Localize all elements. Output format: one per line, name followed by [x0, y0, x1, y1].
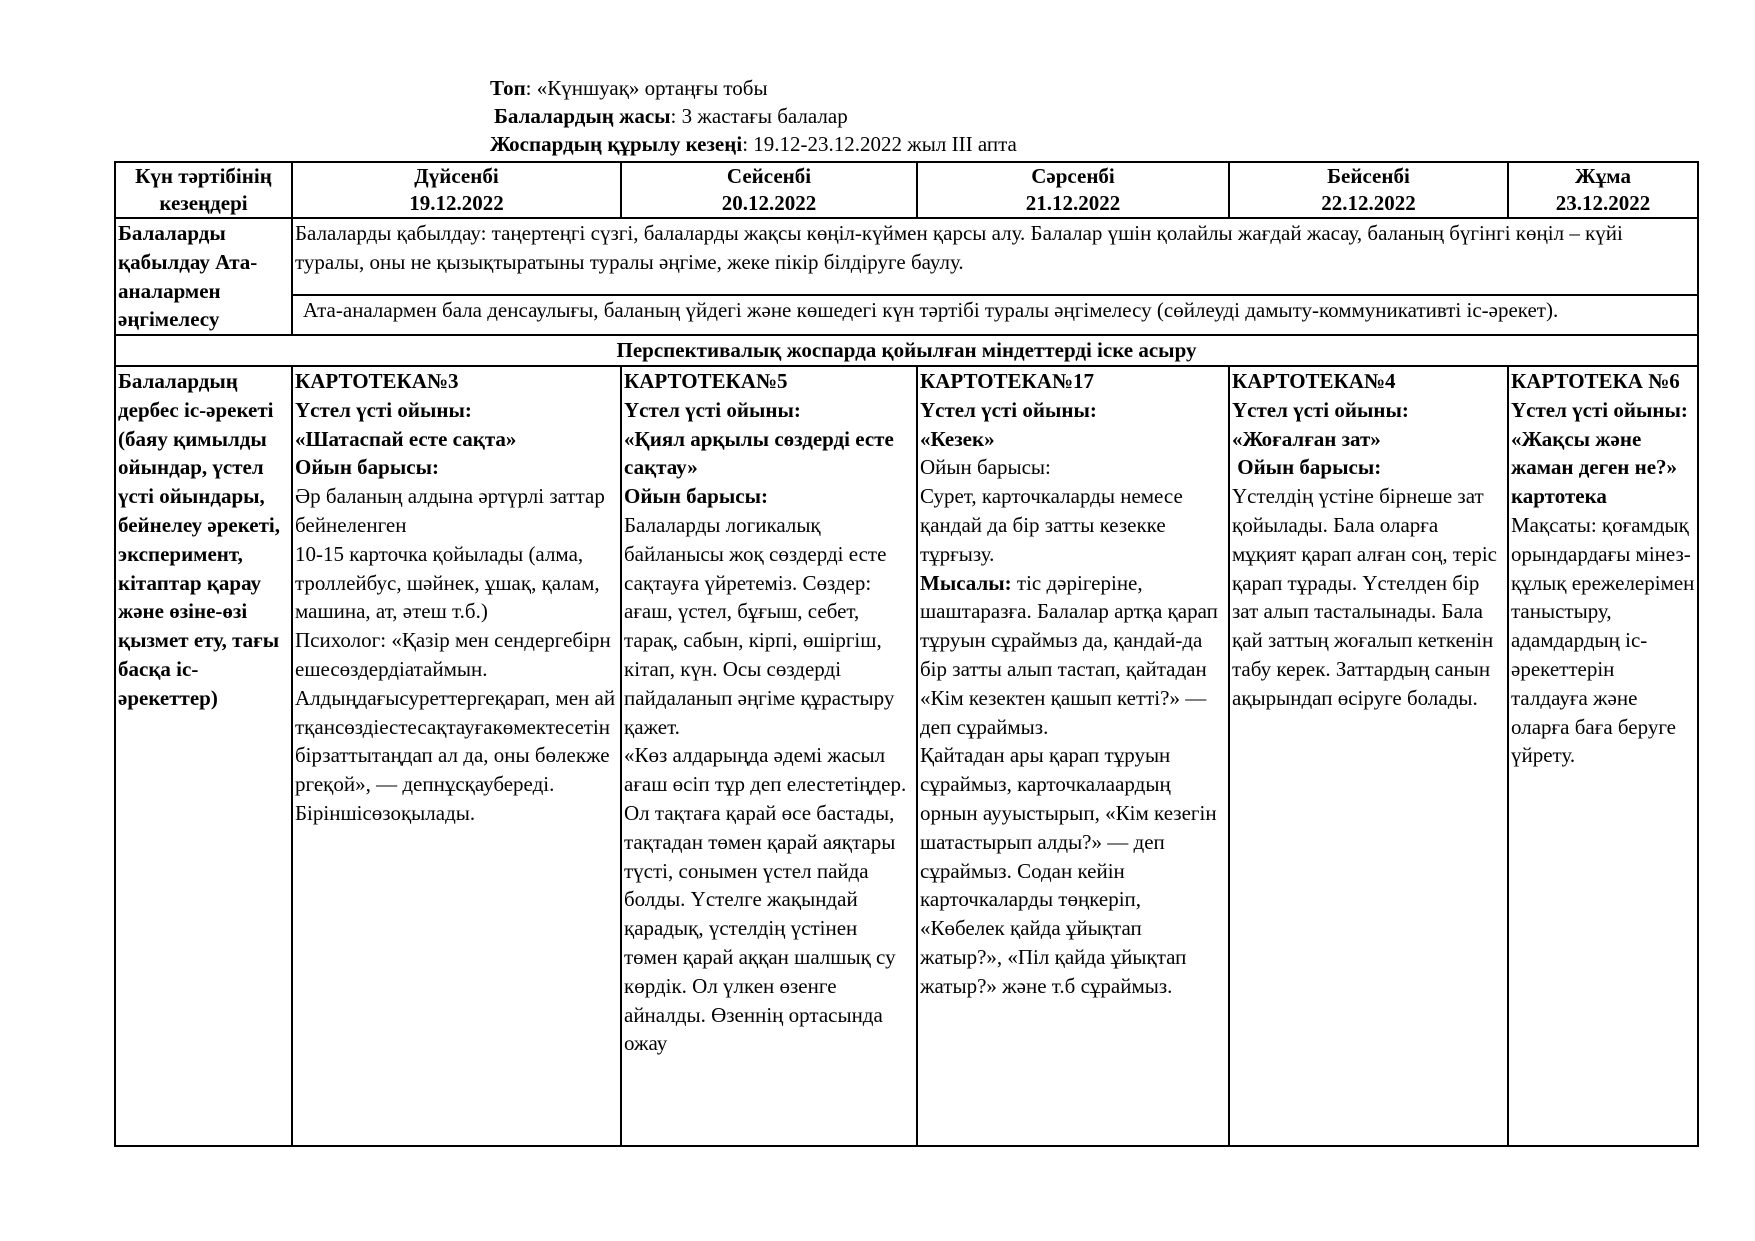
weekly-plan-table — [114, 161, 1699, 1147]
game-type: Үстел үсті ойыны: — [295, 397, 472, 422]
game-text: Мақсаты: қоғамдық орындардағы мінез-құлық ережелерімен таныстыру, адамдардың іс-әрекеттерін талдауға және оларға баға беруге үйрету. — [1511, 512, 1695, 768]
reception-label: Балаларды қабылдау Ата-аналармен әңгімелесу — [115, 218, 292, 335]
perspective-row — [115, 335, 1698, 366]
game-process-label: Ойын барысы: — [920, 455, 1051, 480]
period-value: : 19.12-23.12.2022 жыл ІІІ апта — [742, 132, 1017, 156]
activity-label: Балалардың дербес іс-әрекеті (баяу қимылды ойындар, үстел үсті ойындары, бейнелеу әрекеті, эксперимент, кітаптар қарау және өзіне-өзі қызмет ету, тағы басқа іс-әрекеттер) — [115, 366, 292, 1146]
day-name: Жұма — [1575, 164, 1631, 188]
game-text: Біріншісөзоқылады. — [295, 800, 476, 825]
day-date: 22.12.2022 — [1321, 191, 1416, 215]
game-text: Психолог: «Қазір мен сендергебірнешесөздердіатаймын. — [295, 628, 611, 681]
col-header-periods: Күн тәртібінің кезеңдері — [115, 162, 292, 218]
game-text: Балаларды логикалық байланысы жоқ сөздерді есте сақтауға үйретеміз. Сөздер: ағаш, үстел, бұғыш, себет, тарақ, сабын, кірпі, өшіргіш, кітап, күн. Осы сөздерді пайдаланып әңгіме құрастыру қажет. — [624, 512, 895, 739]
card-number: КАРТОТЕКА№4 — [1232, 368, 1396, 393]
day-date: 20.12.2022 — [721, 191, 817, 215]
day-name: Сәрсенбі — [1031, 164, 1115, 188]
day-date: 21.12.2022 — [1025, 191, 1121, 215]
col-header-thursday — [1229, 162, 1508, 218]
game-process-label: Ойын барысы: — [1232, 455, 1382, 480]
game-title: «Қиял арқылы сөздерді есте сақтау» — [624, 426, 894, 480]
game-text: Қайтадан ары қарап тұруын сұраймыз, карточкалаардың орнын аууыстырып, «Кім кезегін шатастырып алды?» — деп сұраймыз. Содан кейін карточкаларды төңкеріп, «Көбелек қайда ұйықтап жатыр?», «Піл қайда ұйықтап жатыр?» және т.б сұраймыз. — [920, 743, 1217, 998]
day-name: Сейсенбі — [726, 164, 812, 188]
perspective-title: Перспективалық жоспарда қойылған міндеттерді іске асыру — [115, 335, 1698, 366]
col-header-wednesday — [917, 162, 1229, 218]
thursday-activity — [1229, 366, 1508, 1146]
friday-activity — [1508, 366, 1698, 1146]
reception-row — [115, 218, 1698, 295]
wednesday-activity — [917, 366, 1229, 1146]
age-line — [490, 102, 1017, 130]
monday-activity — [292, 366, 621, 1146]
card-number: КАРТОТЕКА №6 — [1511, 368, 1680, 393]
age-value: : 3 жастағы балалар — [670, 104, 848, 128]
example-label: Мысалы: — [920, 570, 1012, 595]
game-text: Үстелдің үстіне бірнеше зат қойылады. Бала оларға мұқият қарап алған соң, теріс қарап тұрады. Үстелден бір зат алып тасталынады. Бала қай заттың жоғалып кеткенін табу керек. Заттардың санын ақырындап өсіруге болады. — [1232, 484, 1497, 710]
group-line — [490, 74, 1017, 102]
day-name: Дүйсенбі — [414, 164, 499, 188]
game-text: Алдыңдағысуреттергеқарап, мен айтқансөздіестесақтауғакөмектесетінбірзаттытаңдап ал да, оны бөлекжергеқой», — депнұсқаубереді. — [295, 685, 616, 797]
parents-row — [115, 295, 1698, 335]
game-title: «Кезек» — [920, 426, 995, 451]
group-label: Топ — [490, 76, 526, 100]
example-text: тіс дәрігеріне, шаштаразға. Балалар артқа қарап тұруын сұраймыз да, қандай-да бір затты алып тастап, қайтадан «Кім кезектен қашып кетті?» — деп сұраймыз. — [920, 570, 1218, 739]
game-text: Сурет, карточкаларды немесе қандай да бір затты кезекке тұрғызу. — [920, 484, 1183, 566]
reception-text: Балаларды қабылдау: таңертеңгі сүзгі, балаларды жақсы көңіл-күймен қарсы алу. Балалар үшін қолайлы жағдай жасау, баланың бүгінгі көңіл – күйі туралы, оны не қызықтыратыны туралы әңгіме, жеке пікір білдіруге баулу. — [292, 218, 1698, 295]
game-text: 10-15 карточка қойылады (алма, троллейбус, шәйнек, ұшақ, қалам, машина, ат, әтеш т.б.) — [295, 541, 600, 624]
game-text: Әр баланың алдына әртүрлі заттар бейнеленген — [295, 484, 605, 537]
game-process-label: Ойын барысы: — [624, 484, 768, 509]
game-type: Үстел үсті ойыны: — [920, 397, 1097, 422]
card-number: КАРТОТЕКА№5 — [624, 368, 788, 393]
game-type: Үстел үсті ойыны: — [1511, 397, 1688, 422]
age-label: Балалардың жасы — [494, 104, 671, 128]
day-date: 19.12.2022 — [409, 191, 504, 215]
activity-row — [115, 366, 1698, 1146]
game-type: Үстел үсті ойыны: — [1232, 397, 1409, 422]
card-number: КАРТОТЕКА№17 — [920, 368, 1095, 393]
period-line — [490, 130, 1017, 158]
tuesday-activity — [621, 366, 917, 1146]
game-process-label: Ойын барысы: — [295, 455, 439, 480]
game-title: «Жақсы және жаман деген не?» картотека — [1511, 426, 1678, 509]
game-type: Үстел үсті ойыны: — [624, 397, 801, 422]
col-header-tuesday — [621, 162, 917, 218]
game-title: «Шатаспай есте сақта» — [295, 426, 517, 451]
table-header-row — [115, 162, 1698, 218]
period-label: Жоспардың құрылу кезеңі — [490, 132, 743, 156]
plan-header — [490, 74, 1017, 158]
parents-text: Ата-аналармен бала денсаулығы, баланың үйдегі және көшедегі күн тәртібі туралы әңгімелесу (сөйлеуді дамыту-коммуникативті іс-әрекет). — [292, 295, 1698, 335]
game-text: «Көз алдарыңда әдемі жасыл ағаш өсіп тұр деп елестетіңдер. Ол тақтаға қарай өсе бастады, тақтадан төмен қарай аяқтары түсті, сонымен үстел пайда болды. Үстелге жақындай қарадық, үстелдің үстінен төмен қарай аққан шалшық су көрдік. Ол үлкен өзенге айналды. Өзеннің ортасында ожау — [624, 743, 907, 1056]
group-value: : «Күншуақ» ортаңғы тобы — [525, 76, 768, 100]
game-example — [920, 569, 1226, 742]
col-header-monday — [292, 162, 621, 218]
day-name: Бейсенбі — [1327, 164, 1410, 188]
game-title: «Жоғалған зат» — [1232, 426, 1381, 451]
card-number: КАРТОТЕКА№3 — [295, 368, 459, 393]
col-header-friday — [1508, 162, 1698, 218]
day-date: 23.12.2022 — [1555, 191, 1651, 215]
